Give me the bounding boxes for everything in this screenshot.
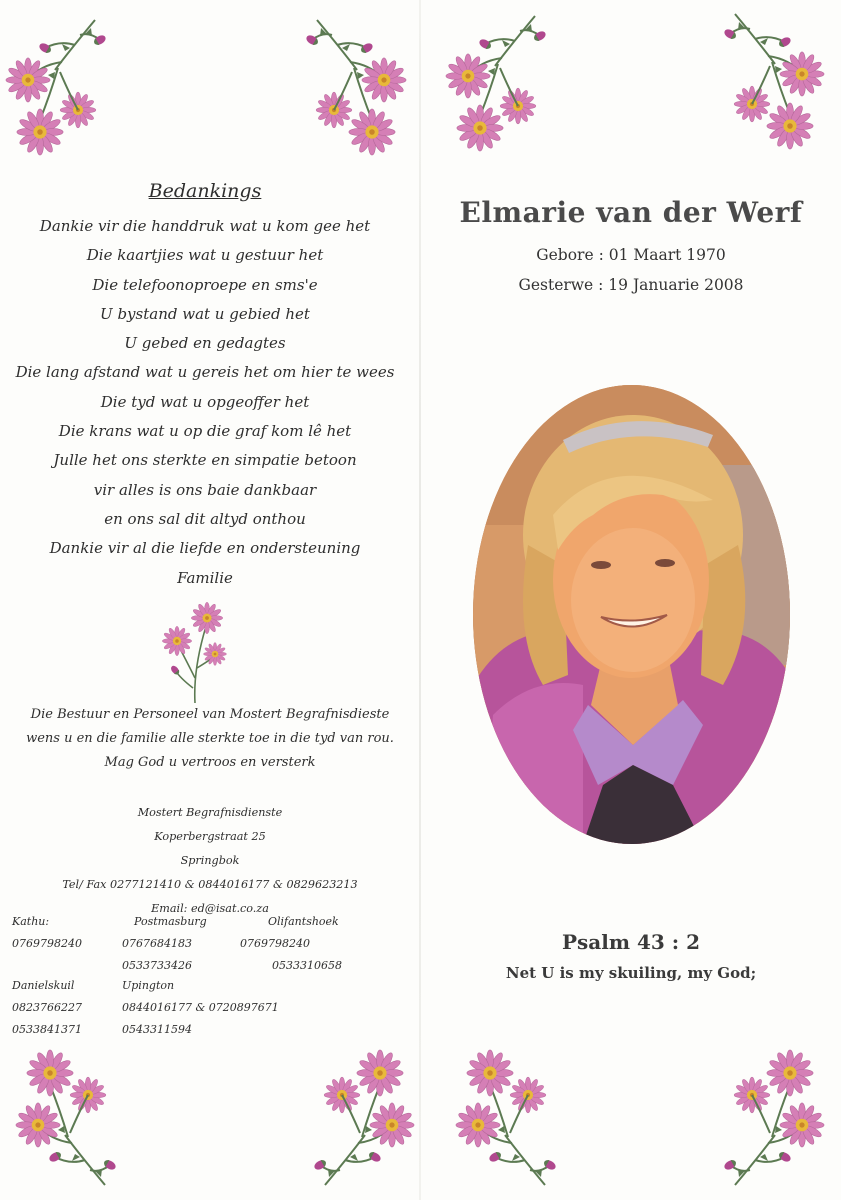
funeral-home-contact [0,801,420,921]
condolence-line: wens u en die familie alle sterkte toe in die tyd van rou. [26,731,394,746]
condolence-line: Mag God u vertroos en versterk [104,755,316,770]
phone-numbers: Tel/ Fax 0277121410 & 0844016177 & 0829623213 [62,878,358,891]
branch-phone: 0769798240 [12,937,82,950]
poem-line: Dankie vir al die liefde en ondersteuning [49,539,361,558]
branch-phone: 0533841371 [12,1023,82,1036]
email-address: Email: ed@isat.co.za [151,902,269,915]
branch-phone: 0769798240 [240,937,310,950]
branch-postmasburg [122,911,207,977]
branch-danielskuil [12,975,82,1041]
branch-name: Kathu: [12,915,50,928]
condolence-line: Die Bestuur en Personeel van Mostert Begrafnisdieste [30,707,390,722]
branch-olifantshoek [240,911,342,977]
branch-phone: 0533733426 [122,959,192,972]
poem-line: Die telefoonoproepe en sms'e [92,275,318,294]
poem-line: Julle het ons sterkte en simpatie betoon [53,451,357,470]
poem-line: Die kaartjies wat u gestuur het [86,246,324,265]
left-page [0,0,420,1200]
psalm-reference: Psalm 43 : 2 [561,930,701,954]
portrait-photo [473,385,790,844]
branch-phone: 0543311594 [122,1023,192,1036]
poem-line: en ons sal dit altyd onthou [104,509,306,528]
branch-name: Postmasburg [134,915,207,928]
branch-kathu [12,911,82,955]
poem-signature: Familie [177,568,233,587]
branch-phone: 0844016177 & 0720897671 [122,1001,279,1014]
poem-line: Die krans wat u op die graf kom lê het [58,422,352,441]
psalm-block [421,925,841,987]
poem-line: vir alles is ons baie dankbaar [93,480,317,499]
thanks-heading: Bedankings [148,180,262,202]
poem-line: U bystand wat u gebied het [100,304,310,323]
street-address: Koperbergstraat 25 [154,830,266,843]
life-dates [421,240,841,300]
poem-line: Dankie vir die handdruk wat u kom gee het [39,217,371,235]
death-date: Gesterwe : 19 Januarie 2008 [518,276,744,294]
thanks-poem [0,212,410,593]
birth-date: Gebore : 01 Maart 1970 [536,246,726,264]
branch-name: Olifantshoek [268,915,339,928]
deceased-name: Elmarie van der Werf [459,196,803,229]
poem-line: Die lang afstand wat u gereis het om hier te wees [15,363,395,382]
branch-phone: 0533310658 [272,959,342,972]
company-name: Mostert Begrafnisdienste [137,806,283,819]
branch-phone: 0767684183 [122,937,192,950]
poem-line: Die tyd wat u opgeoffer het [100,392,310,411]
memorial-portrait [473,385,790,844]
poem-line: U gebed en gedagtes [124,334,286,353]
psalm-verse: Net U is my skuiling, my God; [505,964,757,982]
branch-upington [122,975,279,1041]
branch-name: Upington [122,979,175,992]
branch-name: Danielskuil [12,979,75,992]
branch-phone: 0823766227 [12,1001,82,1014]
town: Springbok [180,854,240,867]
condolence-message [0,703,420,775]
right-page [421,0,841,1200]
